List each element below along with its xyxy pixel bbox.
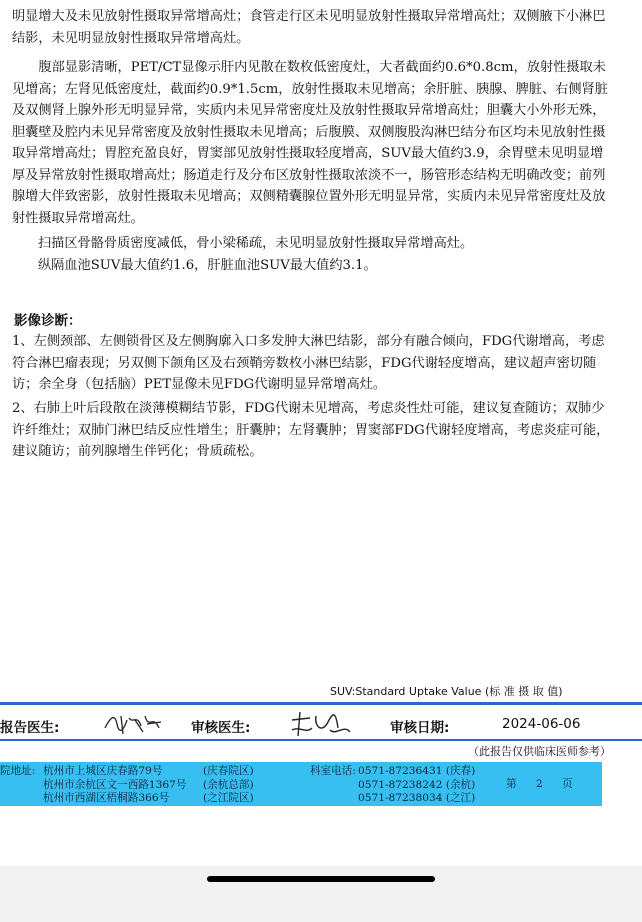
phone-1: 0571-87236431 (庆春) — [358, 765, 476, 777]
page-prefix: 第 — [506, 778, 517, 790]
page-number: 2 — [535, 778, 543, 790]
campus-list — [203, 765, 254, 806]
reviewer-signature-icon — [288, 710, 352, 740]
report-paragraph-bone: 扫描区骨骼骨质密度减低，骨小梁稀疏，未见明显放射性摄取异常增高灶。 — [38, 236, 474, 251]
phone-3: 0571-87238034 (之江) — [358, 792, 476, 804]
address-line-2: 杭州市余杭区文一西路1367号 — [43, 778, 187, 791]
diagnosis-heading: 影像诊断： — [14, 313, 82, 329]
phone-2: 0571-87238242 (余杭) — [358, 778, 476, 791]
reporter-label: 报告医生: — [0, 720, 60, 736]
diagnosis-item-1: 1、左侧颈部、左侧锁骨区及左侧胸廓入口多发肿大淋巴结影，部分有融合倾向，FDG代谢增高，考虑符合淋巴瘤表现；另双侧下颌角区及右颈鞘旁数枚小淋巴结影，FDG代谢轻度增高，建议超声密切随访；余全身（包括脑）PET显像未见FDG代谢明显异常增高灶。 — [12, 334, 605, 392]
suv-footnote: SUV:Standard Uptake Value (标 准 摄 取 值) — [330, 685, 563, 698]
disclaimer: （此报告仅供临床医师参考） — [468, 745, 611, 758]
hospital-footer — [0, 762, 602, 806]
bottom-system-bar — [0, 866, 642, 922]
diagnosis-item-2: 2、右肺上叶后段散在淡薄模糊结节影，FDG代谢未见增高，考虑炎性灶可能，建议复查随访；双肺少许纤维灶；双肺门淋巴结反应性增生；肝囊肿；左肾囊肿；胃窦部FDG代谢轻度增高，考虑炎症可能，建议随访；前列腺增生伴钙化；骨质疏松。 — [12, 401, 610, 459]
report-paragraph-blood-pool: 纵隔血池SUV最大值约1.6，肝脏血池SUV最大值约3.1。 — [38, 258, 377, 273]
campus-3: (之江院区) — [203, 792, 254, 804]
page-suffix: 页 — [562, 778, 573, 790]
review-date-label: 审核日期: — [390, 720, 450, 736]
address-line-3: 杭州市西湖区梧桐路366号 — [43, 792, 170, 804]
bottom-divider — [0, 739, 642, 741]
address-label: 院地址: — [0, 765, 36, 777]
home-indicator[interactable] — [207, 876, 435, 882]
address-list — [43, 765, 187, 806]
top-divider — [0, 702, 642, 705]
review-date-value: 2024-06-06 — [502, 716, 581, 732]
reviewer-label: 审核医生: — [191, 720, 251, 736]
reporter-signature-icon — [103, 710, 163, 738]
page-indicator — [506, 778, 573, 792]
phone-list — [358, 765, 475, 806]
signature-row — [0, 710, 642, 738]
campus-1: (庆春院区) — [203, 765, 254, 777]
address-line-1: 杭州市上城区庆春路79号 — [43, 765, 163, 777]
campus-2: (余杭总部) — [203, 778, 254, 791]
report-paragraph-thorax-end: 明显增大及未见放射性摄取异常增高灶；食管走行区未见明显放射性摄取异常增高灶；双侧腋下小淋巴结影，未见明显放射性摄取异常增高灶。 — [12, 9, 606, 46]
report-paragraph-abdomen: 腹部显影清晰，PET/CT显像示肝内见散在数枚低密度灶，大者截面约0.6*0.8cm，放射性摄取未见增高；左肾见低密度灶，截面约0.9*1.5cm，放射性摄取未见增高；余肝脏、胰腺、脾脏、右侧肾脏及双侧肾上腺外形无明显异常，实质内未见异常密度灶及放射性摄取异常增高灶；胆囊大小外形无殊，胆囊壁及腔内未见异常密度及放射性摄取未见增高；后腹膜、双侧腹股沟淋巴结分布区均未见放射性摄取异常增高灶；胃腔充盈良好，胃窦部见放射性摄取轻度增高，SUV最大值约3.9，余胃壁未见明显增厚及异常放射性摄取增高灶；肠道走行及分布区放射性摄取浓淡不一，肠管形态结构无明确改变；前列腺增大伴致密影，放射性摄取未见增高；双侧精囊腺位置外形无明显异常，实质内未见异常密度灶及放射性摄取异常增高灶。 — [12, 60, 608, 226]
phone-label: 科室电话: — [310, 765, 356, 777]
